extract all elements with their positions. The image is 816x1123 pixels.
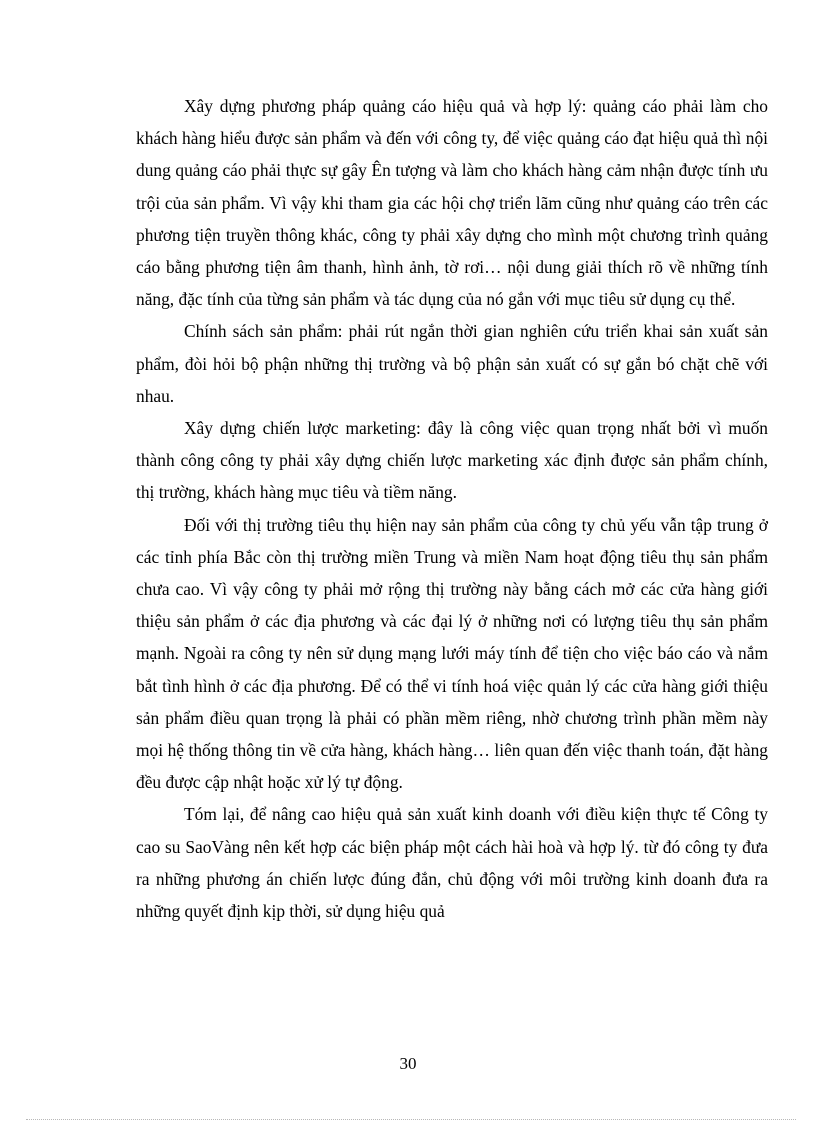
footer-divider [26, 1119, 796, 1120]
page-number: 30 [399, 1054, 417, 1073]
paragraph-consumer-market: Đối với thị trường tiêu thụ hiện nay sản phẩm của công ty chủ yếu vẫn tập trung ở các tỉnh phía Bắc còn thị trường miền Trung và miền Nam hoạt động tiêu thụ sản phẩm chưa cao. Vì vậy công ty phải mở rộng thị trường này bằng cách mở các cửa hàng giới thiệu sản phẩm ở các địa phương và các đại lý ở những nơi có lượng tiêu thụ sản phẩm mạnh. Ngoài ra công ty nên sử dụng mạng lưới máy tính để tiện cho việc báo cáo và nắm bắt tình hình ở các địa phương. Để có thể vi tính hoá việc quản lý các cửa hàng giới thiệu sản phẩm điều quan trọng là phải có phần mềm riêng, nhờ chương trình phần mềm này mọi hệ thống thông tin về cửa hàng, khách hàng… liên quan đến việc thanh toán, đặt hàng đều được cập nhật hoặc xử lý tự động. [136, 514, 768, 793]
paragraph-marketing-strategy: Xây dựng chiến lược marketing: đây là công việc quan trọng nhất bởi vì muốn thành công công ty phải xây dựng chiến lược marketing xác định được sản phẩm chính, thị trường, khách hàng mục tiêu và tiềm năng. [136, 418, 768, 503]
paragraph-summary: Tóm lại, để nâng cao hiệu quả sản xuất kinh doanh với điều kiện thực tế Công ty cao su SaoVàng nên kết hợp các biện pháp một cách hài hoà và hợp lý. từ đó công ty đưa ra những phương án chiến lược đúng đắn, chủ động với môi trường kinh doanh đưa ra những quyết định kịp thời, sử dụng hiệu quả [136, 804, 768, 922]
body-text [136, 90, 768, 927]
paragraph-advertising-method: Xây dựng phương pháp quảng cáo hiệu quả và hợp lý: quảng cáo phải làm cho khách hàng hiểu được sản phẩm và đến với công ty, để việc quảng cáo đạt hiệu quả thì nội dung quảng cáo phải thực sự gây Ên tượng và làm cho khách hàng cảm nhận được tính ưu trội của sản phẩm. Vì vậy khi tham gia các hội chợ triển lãm cũng như quảng cáo trên các phương tiện truyền thông khác, công ty phải xây dựng cho mình một chương trình quảng cáo bằng phương tiện âm thanh, hình ảnh, tờ rơi… nội dung giải thích rõ về những tính năng, đặc tính của từng sản phẩm và tác dụng của nó gắn với mục tiêu sử dụng cụ thể. [136, 96, 768, 310]
paragraph-product-policy: Chính sách sản phẩm: phải rút ngắn thời gian nghiên cứu triển khai sản xuất sản phẩm, đòi hỏi bộ phận những thị trường và bộ phận sản xuất có sự gắn bó chặt chẽ với nhau. [136, 321, 768, 406]
